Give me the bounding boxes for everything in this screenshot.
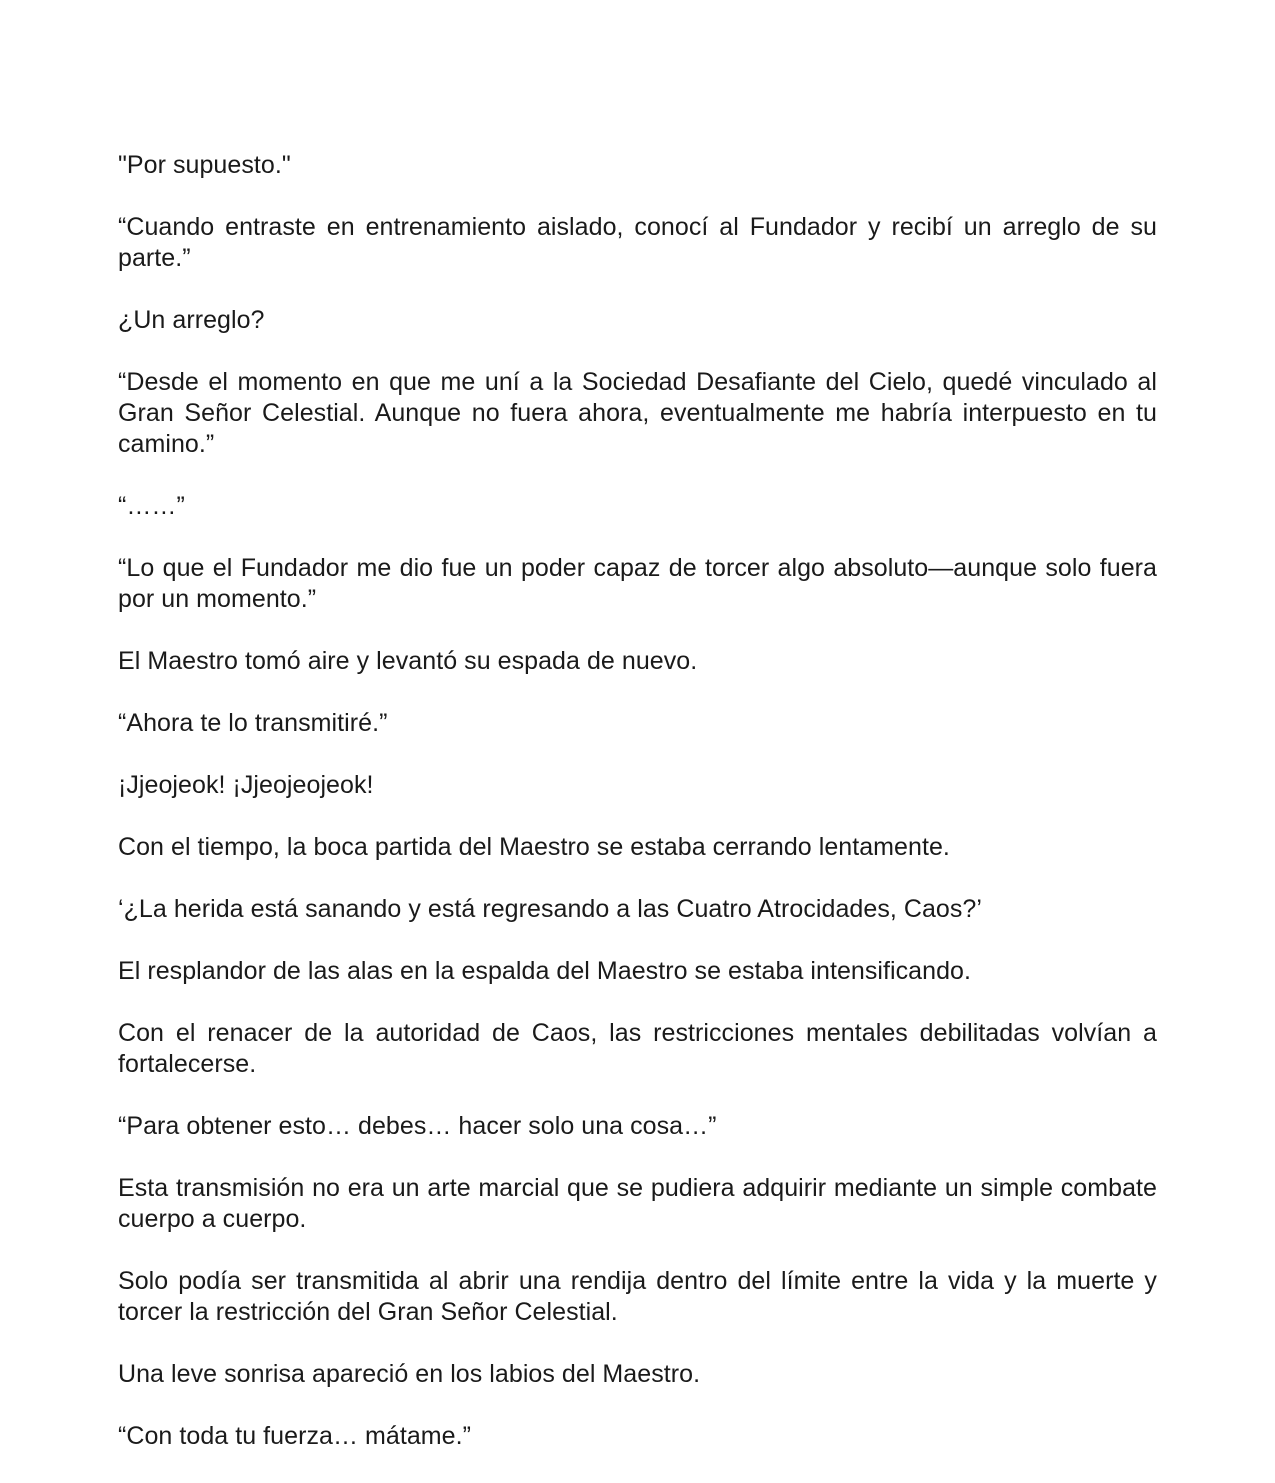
paragraph-dialogue: “Desde el momento en que me uní a la Sociedad Desafiante del Cielo, quedé vinculado al Gran Señor Celestial. Aunque no fuera ahora, eventualmente me habría interpuesto en tu camino.” xyxy=(118,368,1157,458)
paragraph-dialogue: “Con toda tu fuerza… mátame.” xyxy=(118,1422,471,1450)
paragraph-narration: El Maestro tomó aire y levantó su espada de nuevo. xyxy=(118,647,698,675)
paragraph-narration: Esta transmisión no era un arte marcial que se pudiera adquirir mediante un simple combate cuerpo a cuerpo. xyxy=(118,1174,1157,1233)
paragraph-dialogue: “Para obtener esto… debes… hacer solo una cosa…” xyxy=(118,1112,717,1140)
paragraph-narration: Solo podía ser transmitida al abrir una rendija dentro del límite entre la vida y la muerte y torcer la restricción del Gran Señor Celestial. xyxy=(118,1267,1157,1326)
paragraph-narration: El resplandor de las alas en la espalda del Maestro se estaba intensificando. xyxy=(118,957,971,985)
paragraph-narration: Con el tiempo, la boca partida del Maestro se estaba cerrando lentamente. xyxy=(118,833,950,861)
paragraph-dialogue: “……” xyxy=(118,492,185,520)
paragraph-dialogue: “Ahora te lo transmitiré.” xyxy=(118,709,388,737)
paragraph-dialogue: “Cuando entraste en entrenamiento aislado, conocí al Fundador y recibí un arreglo de su parte.” xyxy=(118,213,1157,272)
paragraph-thought: ‘¿La herida está sanando y está regresando a las Cuatro Atrocidades, Caos?’ xyxy=(118,895,982,923)
paragraph-sound-effect: ¡Jjeojeok! ¡Jjeojeojeok! xyxy=(118,771,374,799)
paragraph-dialogue: "Por supuesto." xyxy=(118,151,291,179)
paragraph-dialogue: “Lo que el Fundador me dio fue un poder capaz de torcer algo absoluto—aunque solo fuera por un momento.” xyxy=(118,554,1157,613)
paragraph-thought: ¿Un arreglo? xyxy=(118,306,265,334)
text-column xyxy=(118,150,1157,1483)
paragraph-narration: Con el renacer de la autoridad de Caos, las restricciones mentales debilitadas volvían a fortalecerse. xyxy=(118,1019,1157,1078)
paragraph-narration: Una leve sonrisa apareció en los labios del Maestro. xyxy=(118,1360,701,1388)
